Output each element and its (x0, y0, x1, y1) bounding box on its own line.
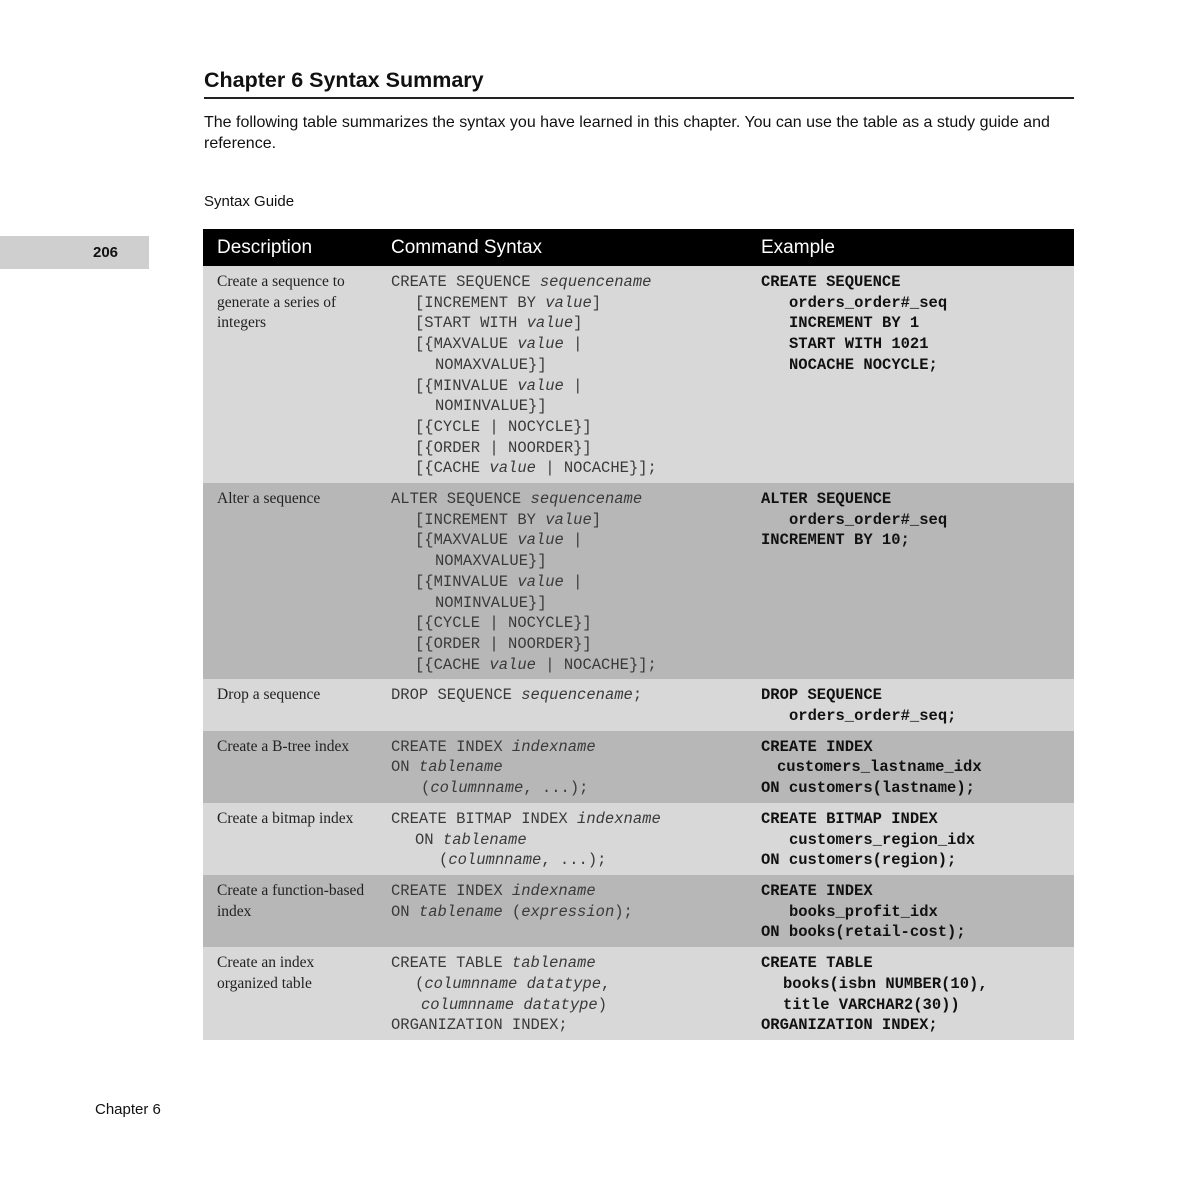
row-example (749, 679, 1074, 730)
footer-chapter-label: Chapter 6 (95, 1101, 161, 1118)
example-line: orders_order#_seq (789, 293, 948, 312)
row-syntax (379, 266, 749, 483)
page-number-badge (0, 236, 149, 269)
row-description: Create a bitmap index (203, 803, 379, 875)
example-line: CREATE SEQUENCE (761, 273, 901, 291)
syntax-line: [{CYCLE | NOCYCLE}] (415, 417, 592, 436)
example-line: INCREMENT BY 1 (789, 314, 920, 333)
table-row (203, 679, 1074, 730)
header-command-syntax: Command Syntax (379, 229, 749, 266)
header-example: Example (749, 229, 1074, 266)
example-line: CREATE BITMAP INDEX (761, 809, 938, 828)
syntax-line: [{MAXVALUE value | (415, 531, 583, 550)
syntax-guide-table (203, 229, 1074, 1040)
syntax-line: [INCREMENT BY value] (415, 293, 602, 312)
example-line: NOCACHE NOCYCLE; (789, 355, 938, 374)
table-header-row (203, 229, 1074, 266)
page-number: 206 (93, 244, 119, 261)
example-line: START WITH 1021 (789, 335, 929, 354)
table-caption: Syntax Guide (204, 193, 295, 210)
example-line: books_profit_idx (789, 902, 938, 921)
syntax-line: DROP SEQUENCE sequencename; (391, 686, 643, 705)
example-line: ON customers(lastname); (761, 779, 975, 798)
syntax-line: [{MINVALUE value | (415, 572, 583, 591)
syntax-line: [{CACHE value | NOCACHE}]; (415, 655, 657, 674)
example-line: CREATE TABLE (761, 954, 873, 973)
example-line: customers_region_idx (789, 830, 976, 849)
header-description: Description (203, 229, 379, 266)
row-description: Create a function-based index (203, 875, 379, 947)
row-syntax (379, 875, 749, 947)
syntax-line: CREATE TABLE tablename (391, 954, 596, 973)
example-line: ON books(retail-cost); (761, 923, 966, 942)
syntax-line: ON tablename (expression); (391, 902, 633, 921)
row-example (749, 731, 1074, 803)
row-description: Alter a sequence (203, 483, 379, 679)
row-syntax (379, 483, 749, 679)
syntax-line: [{ORDER | NOORDER}] (415, 438, 592, 457)
row-example (749, 803, 1074, 875)
row-example (749, 947, 1074, 1040)
syntax-line: ORGANIZATION INDEX; (391, 1016, 568, 1035)
syntax-line: [START WITH value] (415, 314, 583, 333)
syntax-line: [INCREMENT BY value] (415, 510, 602, 529)
row-description: Create a B-tree index (203, 731, 379, 803)
example-line: ON customers(region); (761, 851, 957, 870)
syntax-line: CREATE INDEX indexname (391, 737, 596, 756)
example-line: customers_lastname_idx (777, 758, 982, 777)
row-example (749, 483, 1074, 679)
syntax-line: ON tablename (391, 758, 503, 777)
row-syntax (379, 679, 749, 730)
syntax-line: ON tablename (415, 830, 527, 849)
row-description: Create a sequence to generate a series of integers (203, 266, 379, 483)
syntax-line: CREATE BITMAP INDEX indexname (391, 809, 661, 828)
intro-paragraph: The following table summarizes the syntax you have learned in this chapter. You can use the table as a study guide and reference. (204, 114, 1050, 152)
example-line: ORGANIZATION INDEX; (761, 1016, 938, 1035)
table-row (203, 483, 1074, 679)
row-example (749, 266, 1074, 483)
syntax-line: [{CYCLE | NOCYCLE}] (415, 614, 592, 633)
row-example (749, 875, 1074, 947)
example-line: title VARCHAR2(30)) (783, 995, 960, 1014)
syntax-line: (columnname, ...); (421, 779, 589, 798)
table-row (203, 947, 1074, 1040)
row-description: Drop a sequence (203, 679, 379, 730)
example-line: ALTER SEQUENCE (761, 490, 892, 509)
example-line: CREATE INDEX (761, 881, 873, 900)
row-syntax (379, 731, 749, 803)
syntax-line: NOMINVALUE}] (435, 397, 547, 416)
syntax-line: [{MAXVALUE value | (415, 335, 583, 354)
syntax-line: [{ORDER | NOORDER}] (415, 634, 592, 653)
row-description: Create an index organized table (203, 947, 379, 1040)
example-line: INCREMENT BY 10; (761, 531, 910, 550)
syntax-line: CREATE SEQUENCE sequencename (391, 273, 652, 291)
syntax-line: CREATE INDEX indexname (391, 881, 596, 900)
example-line: books(isbn NUMBER(10), (783, 974, 988, 993)
example-line: CREATE INDEX (761, 737, 873, 756)
example-line: DROP SEQUENCE (761, 686, 882, 705)
table-row (203, 266, 1074, 483)
chapter-title: Chapter 6 Syntax Summary (204, 68, 1074, 99)
syntax-line: NOMINVALUE}] (435, 593, 547, 612)
syntax-line: (columnname, ...); (439, 851, 607, 870)
table-row (203, 803, 1074, 875)
example-line: orders_order#_seq (789, 510, 948, 529)
row-syntax (379, 947, 749, 1040)
syntax-line: (columnname datatype, (415, 974, 611, 993)
syntax-line: NOMAXVALUE}] (435, 552, 547, 571)
syntax-line: NOMAXVALUE}] (435, 355, 547, 374)
example-line: orders_order#_seq; (789, 707, 957, 726)
syntax-line: columnname datatype) (421, 995, 608, 1014)
table-row (203, 731, 1074, 803)
row-syntax (379, 803, 749, 875)
syntax-line: [{MINVALUE value | (415, 376, 583, 395)
table-row (203, 875, 1074, 947)
syntax-line: ALTER SEQUENCE sequencename (391, 490, 643, 509)
syntax-line: [{CACHE value | NOCACHE}]; (415, 459, 657, 478)
